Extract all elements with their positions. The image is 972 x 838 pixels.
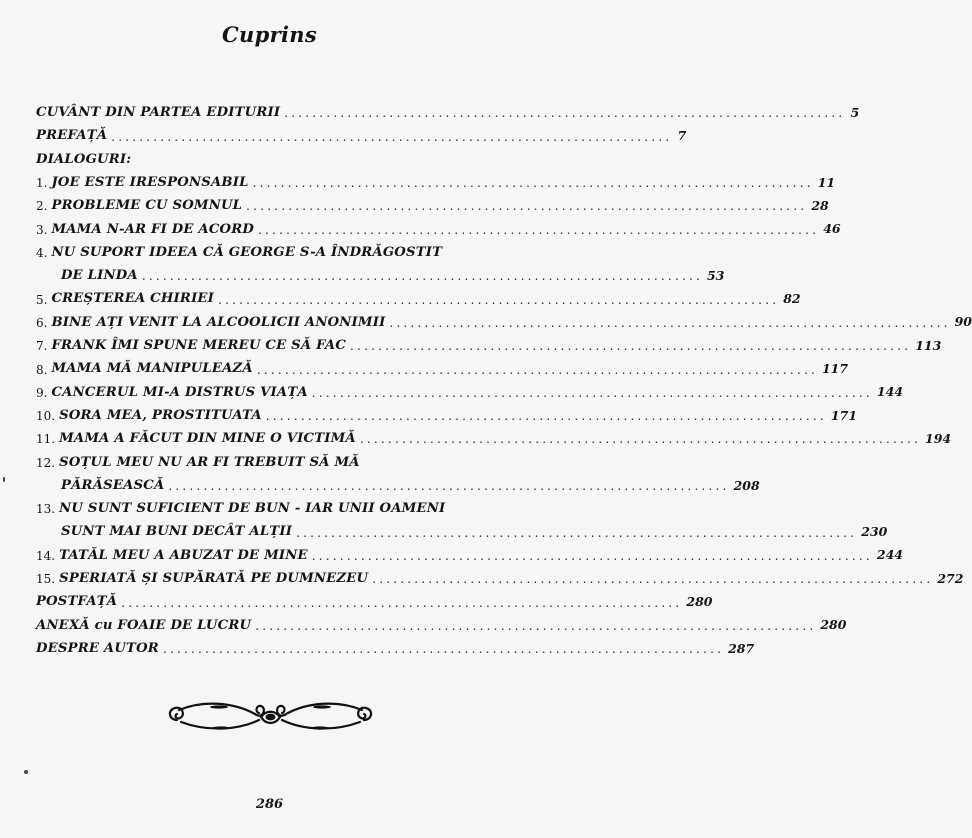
toc-entry-page: 208 [733, 477, 760, 493]
toc-entry-page: 5 [850, 104, 860, 120]
toc-entry-number: 11. [36, 432, 56, 447]
toc-entry-number: 10. [36, 409, 56, 424]
toc-entry [36, 539, 903, 563]
dot-leader: ................................................................................ [284, 106, 846, 121]
toc-entry-title: CREȘTEREA CHIRIEI [51, 291, 215, 307]
dot-leader: ................................................................................ [296, 525, 858, 540]
toc-entry-title: SUNT MAI BUNI DECÂT ALȚII [61, 524, 293, 540]
toc-entry [36, 212, 841, 237]
toc-entry-number: 4. [36, 246, 48, 261]
toc-entry [36, 282, 801, 307]
toc-entry-title: NU SUNT SUFICIENT DE BUN - IAR UNII OAMENI [59, 501, 446, 517]
toc-entry [36, 515, 888, 540]
dot-leader: ................................................................................ [256, 362, 818, 377]
toc-entry-title: BINE AȚI VENIT LA ALCOOLICII ANONIMII [51, 314, 386, 330]
toc-entry-number: 12. [36, 455, 56, 470]
toc-entry-title: MAMA N-AR FI DE ACORD [51, 221, 255, 237]
dot-leader: ................................................................................ [311, 385, 873, 400]
toc-entry-title: SOȚUL MEU NU AR FI TREBUIT SĂ MĂ [59, 454, 360, 470]
dot-leader: ................................................................................ [359, 432, 922, 447]
toc-entry [36, 352, 849, 377]
toc-entry [36, 399, 858, 424]
toc-entry-page: 272 [937, 570, 964, 586]
toc-entry-page: 144 [876, 384, 904, 400]
dot-leader: ................................................................................ [162, 642, 725, 657]
toc-entry-title: CUVÂNT DIN PARTEA EDITURII [36, 105, 281, 121]
toc-entry-title: MAMA MĂ MANIPULEAZĂ [51, 361, 253, 377]
dot-leader: ................................................................................ [311, 548, 873, 563]
toc-entry [36, 445, 498, 468]
scroll-flourish-icon [163, 698, 378, 736]
toc-entry [36, 492, 498, 515]
toc-entry-number: 14. [36, 548, 56, 563]
dot-leader: ................................................................................ [121, 595, 683, 610]
toc-entry-title: PREFAȚĂ [36, 128, 108, 144]
toc-entry [36, 306, 972, 330]
toc-entry-page: 113 [915, 337, 942, 353]
toc-entry-title: NU SUPORT IDEEA CĂ GEORGE S-A ÎNDRĂGOSTIT [51, 244, 443, 260]
toc-entry-title: MAMA A FĂCUT DIN MINE O VICTIMĂ [59, 431, 356, 447]
dot-leader: ................................................................................ [252, 176, 814, 191]
toc-entry-number: 3. [36, 222, 48, 237]
toc-entry-page: 230 [861, 524, 888, 540]
dot-leader: ................................................................................ [255, 618, 817, 633]
toc-entry [36, 119, 687, 144]
toc-entry [36, 329, 942, 354]
toc-entry-page: 11 [817, 174, 836, 190]
dot-leader: ................................................................................ [265, 409, 827, 424]
dot-leader: ................................................................................ [246, 199, 808, 214]
toc-entry-title: DIALOGURI: [36, 151, 132, 167]
toc-entry-title: SPERIATĂ ȘI SUPĂRATĂ PE DUMNEZEU [59, 571, 369, 587]
toc-entry-title: SORA MEA, PROSTITUATA [59, 407, 262, 423]
toc-entry-number: 6. [36, 315, 48, 330]
dot-leader: ................................................................................ [168, 479, 730, 494]
page-number: 286 [255, 797, 284, 812]
toc-entry [36, 143, 498, 166]
toc-entry-number: 13. [36, 502, 56, 517]
toc-entry [36, 562, 964, 587]
toc-entry [36, 422, 952, 447]
dot-leader: ................................................................................ [389, 315, 951, 330]
toc-entry [36, 189, 829, 214]
toc-entry-page: 171 [830, 407, 858, 423]
dot-leader: ................................................................................ [111, 129, 673, 144]
toc-entry-title: PĂRĂSEASCĂ [61, 477, 165, 493]
print-speck [3, 477, 5, 482]
toc-entry-page: 117 [821, 361, 849, 377]
table-of-contents [36, 96, 972, 657]
page-title: Cuprins [222, 22, 317, 47]
toc-entry-page: 244 [876, 547, 903, 563]
toc-entry [36, 585, 713, 610]
dot-leader: ................................................................................ [218, 292, 780, 307]
toc-entry-title: JOE ESTE IRESPONSABIL [51, 174, 249, 190]
toc-entry [36, 632, 755, 657]
print-speck [24, 770, 28, 774]
toc-entry-title: FRANK ÎMI SPUNE MEREU CE SĂ FAC [51, 338, 347, 354]
toc-entry-title: PROBLEME CU SOMNUL [51, 198, 243, 214]
toc-entry [36, 259, 725, 284]
toc-entry-page: 28 [811, 197, 829, 213]
toc-entry-title: TATĂL MEU A ABUZAT DE MINE [59, 547, 308, 563]
toc-entry [36, 469, 760, 494]
toc-entry [36, 236, 498, 259]
toc-entry-title: ANEXĂ cu FOAIE DE LUCRU [36, 617, 252, 633]
toc-entry [36, 166, 836, 191]
toc-entry-number: 9. [36, 385, 48, 400]
toc-entry-number: 2. [36, 199, 48, 214]
toc-entry [36, 96, 860, 121]
toc-entry-page: 7 [677, 128, 687, 144]
toc-entry-number: 15. [36, 572, 56, 587]
toc-entry-number: 8. [36, 362, 48, 377]
dot-leader: ................................................................................ [372, 572, 934, 587]
toc-entry-page: 46 [823, 221, 841, 237]
dot-leader: ................................................................................ [141, 269, 703, 284]
toc-entry [36, 609, 847, 633]
toc-entry [36, 376, 904, 400]
toc-entry-page: 194 [925, 430, 952, 446]
toc-entry-page: 280 [686, 594, 713, 610]
toc-entry-title: POSTFAȚĂ [36, 594, 118, 610]
toc-entry-number: 7. [36, 339, 48, 354]
toc-entry-page: 82 [783, 291, 801, 307]
toc-entry-number: 5. [36, 292, 48, 307]
toc-entry-page: 287 [728, 640, 755, 656]
toc-entry-page: 90 [954, 314, 972, 330]
toc-entry-number: 1. [36, 176, 48, 191]
toc-entry-title: DE LINDA [61, 268, 138, 284]
toc-entry-title: DESPRE AUTOR [36, 640, 159, 656]
dot-leader: ................................................................................ [258, 222, 820, 237]
toc-entry-title: CANCERUL MI-A DISTRUS VIAȚA [51, 384, 308, 400]
dot-leader: ................................................................................ [350, 339, 912, 354]
toc-entry-page: 53 [707, 267, 725, 283]
toc-entry-page: 280 [820, 617, 847, 633]
